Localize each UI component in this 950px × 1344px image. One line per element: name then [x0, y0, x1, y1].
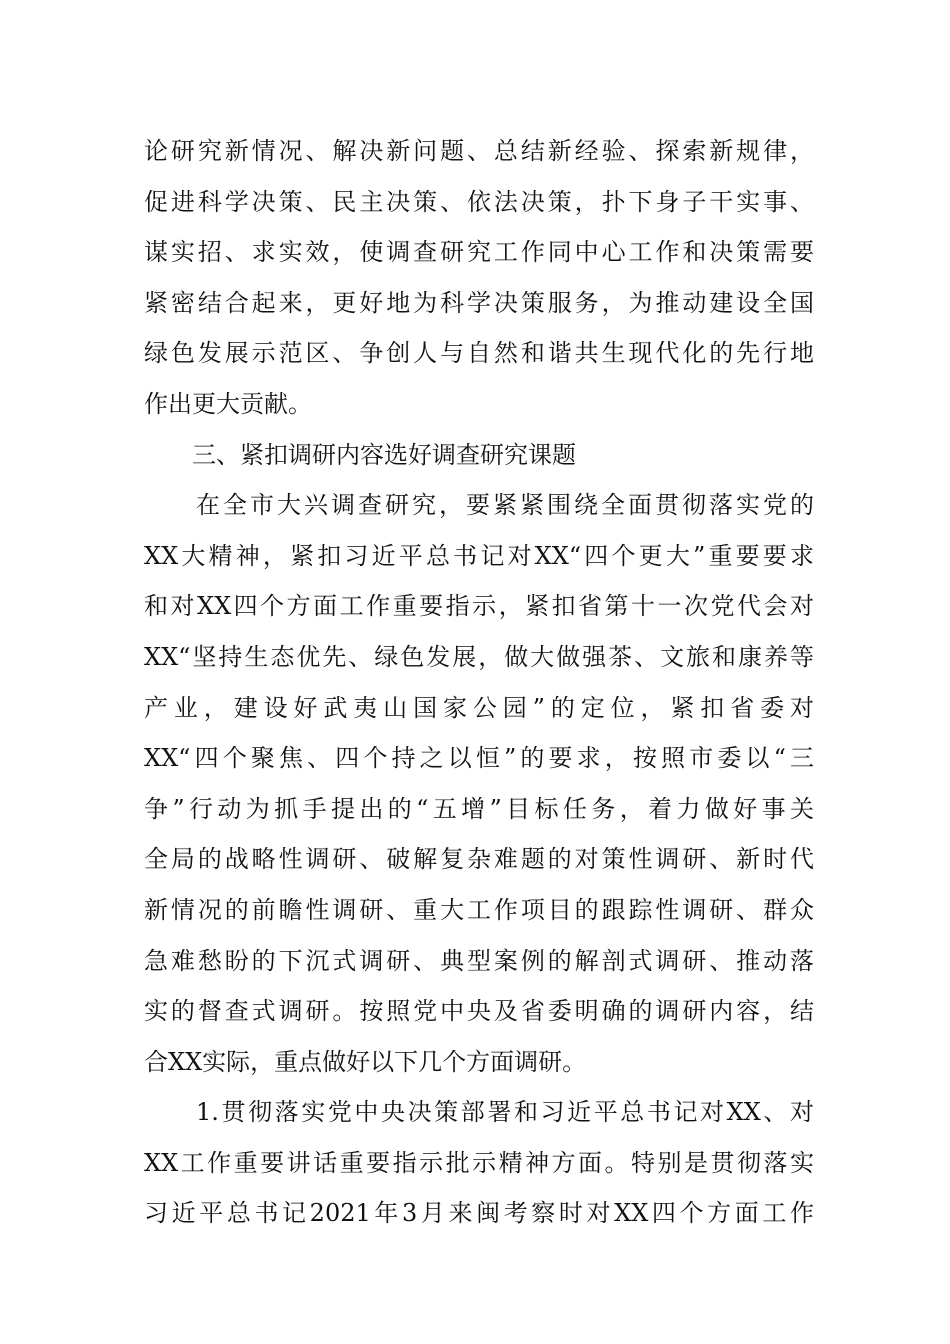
body-line: XX“坚持生态优先、绿色发展，做大做强茶、文旅和康养等 [144, 642, 814, 671]
body-line: 实的督查式调研。按照党中央及省委明确的调研内容，结 [144, 997, 814, 1026]
body-line: 在全市大兴调查研究，要紧紧围绕全面贯彻落实党的 [196, 491, 814, 520]
body-line: 论研究新情况、解决新问题、总结新经验、探索新规律， [144, 137, 814, 165]
body-line: 争”行动为抓手提出的“五增”目标任务，着力做好事关 [144, 794, 814, 823]
body-line: 谋实招、求实效，使调查研究工作同中心工作和决策需要 [144, 238, 814, 267]
body-line: 紧密结合起来，更好地为科学决策服务，为推动建设全国 [144, 288, 814, 317]
body-line: 作出更大贡献。 [144, 389, 312, 418]
body-line: 全局的战略性调研、破解复杂难题的对策性调研、新时代 [144, 845, 814, 874]
body-line: 新情况的前瞻性调研、重大工作项目的跟踪性调研、群众 [144, 895, 814, 924]
body-line: XX工作重要讲话重要指示批示精神方面。特别是贯彻落实 [144, 1148, 814, 1177]
section-heading: 三、紧扣调研内容选好调查研究课题 [192, 440, 576, 469]
body-line: XX大精神，紧扣习近平总书记对XX“四个更大”重要要求 [144, 541, 814, 570]
document-body [144, 126, 814, 1239]
body-line: 绿色发展示范区、争创人与自然和谐共生现代化的先行地 [144, 339, 814, 368]
body-line: XX“四个聚焦、四个持之以恒”的要求，按照市委以“三 [144, 744, 814, 773]
body-line: 合XX实际，重点做好以下几个方面调研。 [144, 1047, 587, 1076]
body-line: 急难愁盼的下沉式调研、典型案例的解剖式调研、推动落 [144, 946, 814, 975]
body-line: 产业，建设好武夷山国家公园”的定位，紧扣省委对 [144, 693, 814, 722]
body-line: 1.贯彻落实党中央决策部署和习近平总书记对XX、对 [196, 1098, 814, 1127]
body-line: 和对XX四个方面工作重要指示，紧扣省第十一次党代会对 [144, 592, 814, 621]
body-line: 促进科学决策、民主决策、依法决策，扑下身子干实事、 [144, 187, 814, 216]
body-line: 习近平总书记2021年3月来闽考察时对XX四个方面工作 [144, 1199, 814, 1228]
